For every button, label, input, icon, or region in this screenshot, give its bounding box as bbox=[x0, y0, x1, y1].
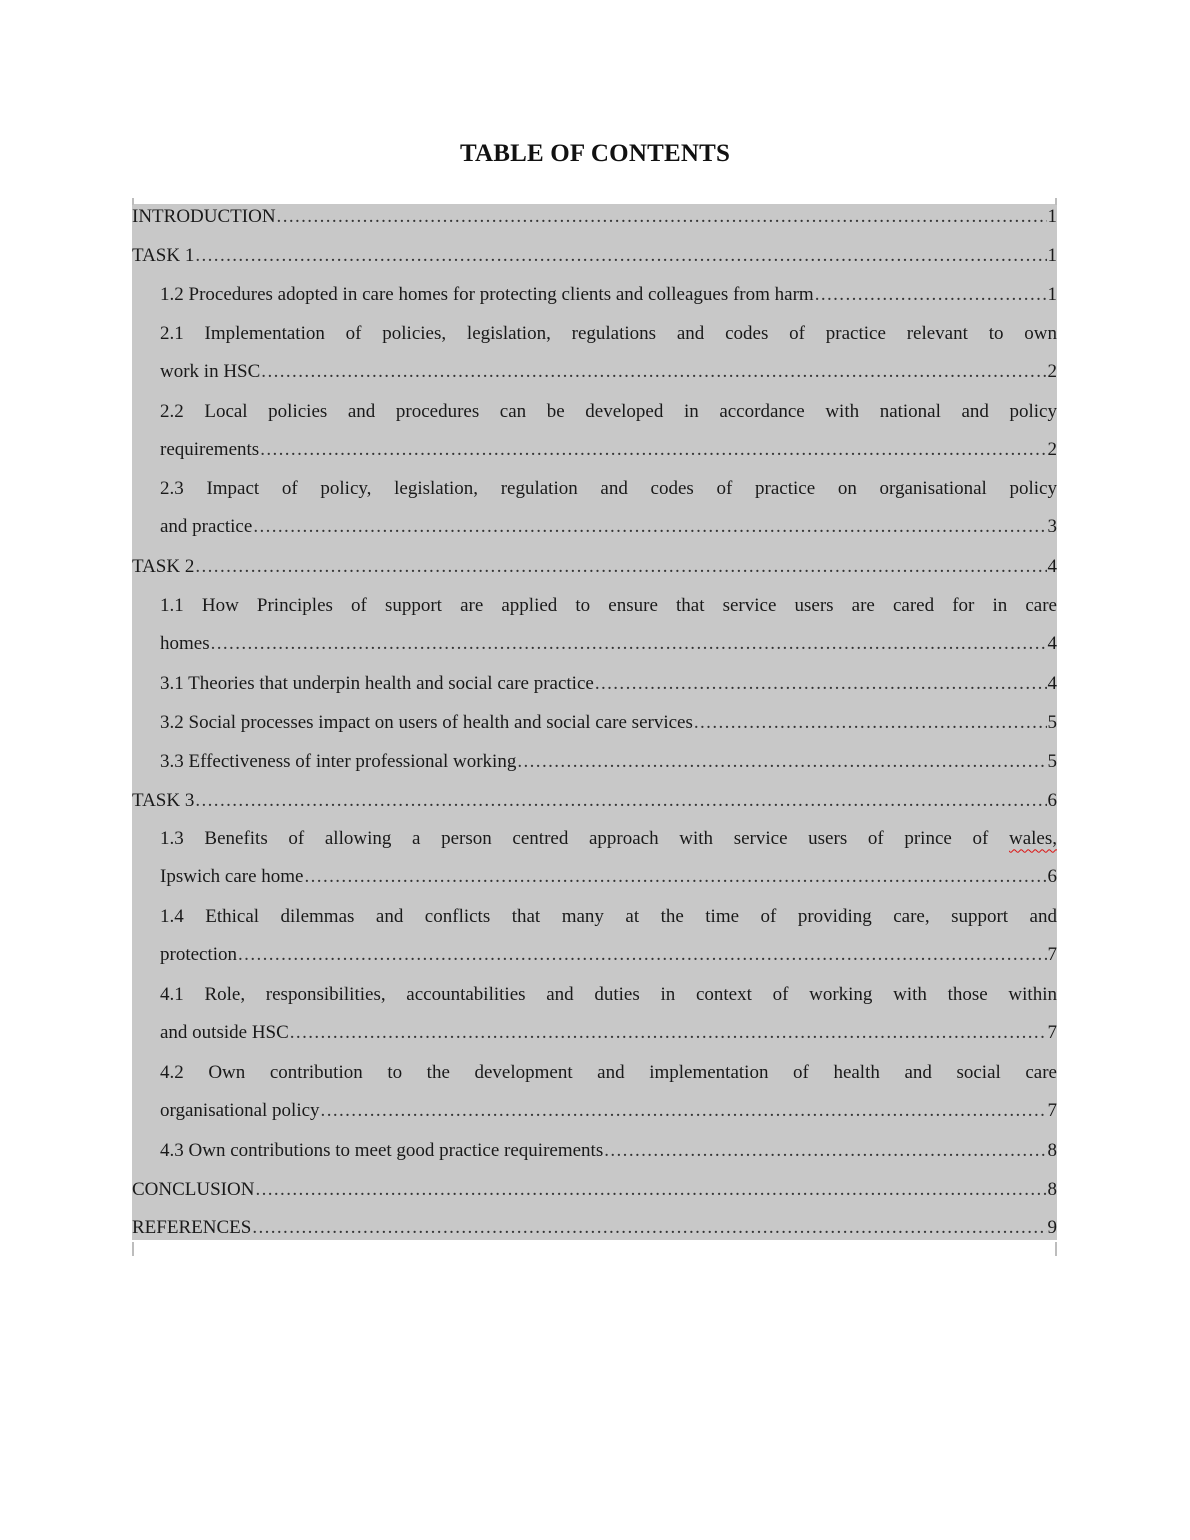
toc-entry-text: 3.2 Social processes impact on users of health and social care services bbox=[160, 711, 693, 733]
page-title: TABLE OF CONTENTS bbox=[459, 140, 731, 167]
toc-entry-text-line bbox=[160, 898, 1057, 936]
toc-entry-text: and practice bbox=[160, 516, 253, 538]
toc-entry-leader-line bbox=[132, 1209, 1057, 1247]
toc-entry-leader-line bbox=[160, 431, 1057, 469]
toc-page-number: 7 bbox=[1047, 944, 1057, 966]
toc-subentry[interactable] bbox=[132, 393, 1057, 469]
dot-leader bbox=[814, 276, 1047, 314]
toc-entry-leader-line bbox=[132, 1171, 1057, 1209]
toc-entry-leader-line bbox=[132, 782, 1057, 820]
dot-leader bbox=[276, 198, 1047, 236]
dot-leader bbox=[260, 353, 1047, 391]
toc-subentry[interactable] bbox=[132, 587, 1057, 663]
toc-heading-entry[interactable] bbox=[132, 1171, 1057, 1209]
toc-entry-text-line bbox=[160, 976, 1057, 1014]
toc-page-number: 1 bbox=[1047, 206, 1057, 227]
toc-entry-text: 2.3 Impact of policy, legislation, regulation and codes of practice on organisational policy bbox=[160, 478, 1057, 500]
dot-leader bbox=[304, 858, 1048, 896]
toc-entry-text: 3.3 Effectiveness of inter professional working bbox=[160, 750, 517, 772]
toc-entry-text: requirements bbox=[160, 438, 260, 460]
toc-entry-leader-line bbox=[160, 665, 1057, 703]
toc-entry-text: work in HSC bbox=[160, 360, 261, 382]
dot-leader bbox=[594, 665, 1047, 703]
toc-entry-text: INTRODUCTION bbox=[132, 206, 276, 227]
toc-entry-text: 4.3 Own contributions to meet good practice requirements bbox=[160, 1139, 604, 1161]
toc-entry-text-line bbox=[160, 820, 1057, 858]
toc-entry-text-line bbox=[160, 1054, 1057, 1092]
dot-leader bbox=[289, 1014, 1047, 1052]
toc-page-number: 1 bbox=[1047, 244, 1057, 266]
toc-entry-text: 4.1 Role, responsibilities, accountabilities and duties in context of working with those within bbox=[160, 984, 1057, 1005]
toc-entry-leader-line bbox=[160, 704, 1057, 742]
toc-subentry[interactable] bbox=[132, 1132, 1057, 1170]
dot-leader bbox=[194, 782, 1047, 820]
toc-subentry[interactable] bbox=[132, 704, 1057, 742]
toc-page-number: 9 bbox=[1047, 1217, 1057, 1239]
toc-entry-text-line bbox=[160, 470, 1057, 508]
toc-page-number: 6 bbox=[1047, 866, 1057, 888]
toc-entry-text: 1.4 Ethical dilemmas and conflicts that many at the time of providing care, support and bbox=[160, 906, 1057, 928]
dot-leader bbox=[251, 1209, 1047, 1247]
toc-subentry[interactable] bbox=[132, 1054, 1057, 1130]
table-of-contents[interactable] bbox=[132, 198, 1057, 1256]
dot-leader bbox=[320, 1092, 1047, 1130]
toc-entry-leader-line bbox=[160, 1092, 1057, 1130]
toc-entry-leader-line bbox=[160, 1132, 1057, 1170]
toc-page-number: 8 bbox=[1047, 1139, 1057, 1161]
toc-entry-text: and outside HSC bbox=[160, 1022, 289, 1043]
toc-entry-text: 3.1 Theories that underpin health and social care practice bbox=[160, 672, 594, 694]
toc-entry-text: 2.2 Local policies and procedures can be developed in accordance with national and policy bbox=[160, 400, 1057, 422]
toc-entry-leader-line bbox=[132, 548, 1057, 586]
toc-entry-leader-line bbox=[160, 508, 1057, 546]
toc-entry-text: Ipswich care home bbox=[160, 866, 304, 888]
toc-subentry[interactable] bbox=[132, 820, 1057, 896]
toc-subentry[interactable] bbox=[132, 470, 1057, 546]
toc-entry-text: organisational policy bbox=[160, 1099, 320, 1121]
toc-entry-text: protection bbox=[160, 944, 238, 966]
dot-leader bbox=[210, 625, 1047, 663]
dot-leader bbox=[194, 548, 1047, 586]
dot-leader bbox=[693, 704, 1047, 742]
dot-leader bbox=[603, 1132, 1047, 1170]
toc-page-number: 4 bbox=[1047, 633, 1057, 654]
dot-leader bbox=[259, 431, 1047, 469]
toc-entry-text: CONCLUSION bbox=[132, 1178, 255, 1200]
toc-entry-text: 2.1 Implementation of policies, legislation, regulations and codes of practice relevant to own bbox=[160, 322, 1057, 344]
toc-page-number: 4 bbox=[1047, 556, 1057, 578]
misspelled-word[interactable]: wales, bbox=[1008, 828, 1057, 850]
toc-heading-entry[interactable] bbox=[132, 782, 1057, 820]
toc-entry-leader-line bbox=[160, 276, 1057, 314]
toc-page-number: 1 bbox=[1047, 283, 1057, 305]
dot-leader bbox=[252, 508, 1047, 546]
dot-leader bbox=[194, 237, 1047, 275]
toc-entry-text: 1.2 Procedures adopted in care homes for protecting clients and colleagues from harm bbox=[160, 283, 814, 305]
toc-page-number: 4 bbox=[1047, 672, 1057, 694]
toc-subentry[interactable] bbox=[132, 315, 1057, 391]
toc-entry-text: TASK 1 bbox=[132, 244, 195, 266]
toc-page-number: 2 bbox=[1047, 360, 1057, 382]
dot-leader bbox=[516, 743, 1047, 781]
toc-entry-leader-line bbox=[160, 625, 1057, 663]
toc-entry-leader-line bbox=[160, 936, 1057, 974]
toc-subentry[interactable] bbox=[132, 276, 1057, 314]
toc-page-number: 8 bbox=[1047, 1178, 1057, 1200]
toc-entry-text: REFERENCES bbox=[132, 1217, 252, 1239]
toc-heading-entry[interactable] bbox=[132, 198, 1057, 236]
toc-entry-text: 4.2 Own contribution to the development and implementation of health and social care bbox=[160, 1061, 1057, 1083]
toc-entry-text: 1.1 How Principles of support are applied to ensure that service users are cared for in care bbox=[160, 595, 1057, 616]
toc-page-number: 7 bbox=[1047, 1099, 1057, 1121]
toc-entry-text: TASK 3 bbox=[132, 789, 195, 811]
toc-page-number: 2 bbox=[1047, 438, 1057, 460]
toc-entry-text-line bbox=[160, 393, 1057, 431]
toc-entry-text: 1.3 Benefits of allowing a person centred approach with service users of prince of bbox=[160, 828, 1009, 850]
dot-leader bbox=[237, 936, 1047, 974]
toc-entry-leader-line bbox=[132, 237, 1057, 275]
dot-leader bbox=[254, 1171, 1047, 1209]
toc-entry-text-line bbox=[160, 315, 1057, 353]
toc-page-number: 6 bbox=[1047, 789, 1057, 811]
toc-subentry[interactable] bbox=[132, 976, 1057, 1052]
toc-page-number: 7 bbox=[1047, 1022, 1057, 1043]
toc-entry-leader-line bbox=[132, 198, 1057, 236]
toc-entry-leader-line bbox=[160, 1014, 1057, 1052]
toc-page-number: 5 bbox=[1047, 750, 1057, 772]
toc-entry-text: TASK 2 bbox=[132, 556, 195, 578]
toc-subentry[interactable] bbox=[132, 665, 1057, 703]
toc-heading-entry[interactable] bbox=[132, 1209, 1057, 1247]
toc-subentry[interactable] bbox=[132, 898, 1057, 974]
toc-heading-entry[interactable] bbox=[132, 548, 1057, 586]
toc-heading-entry[interactable] bbox=[132, 237, 1057, 275]
toc-entry-text: homes bbox=[160, 633, 210, 654]
toc-entry-leader-line bbox=[160, 743, 1057, 781]
toc-page-number: 5 bbox=[1047, 711, 1057, 733]
toc-page-number: 3 bbox=[1047, 516, 1057, 538]
toc-entry-text-line bbox=[160, 587, 1057, 625]
toc-entry-leader-line bbox=[160, 353, 1057, 391]
toc-subentry[interactable] bbox=[132, 743, 1057, 781]
toc-entry-leader-line bbox=[160, 858, 1057, 896]
